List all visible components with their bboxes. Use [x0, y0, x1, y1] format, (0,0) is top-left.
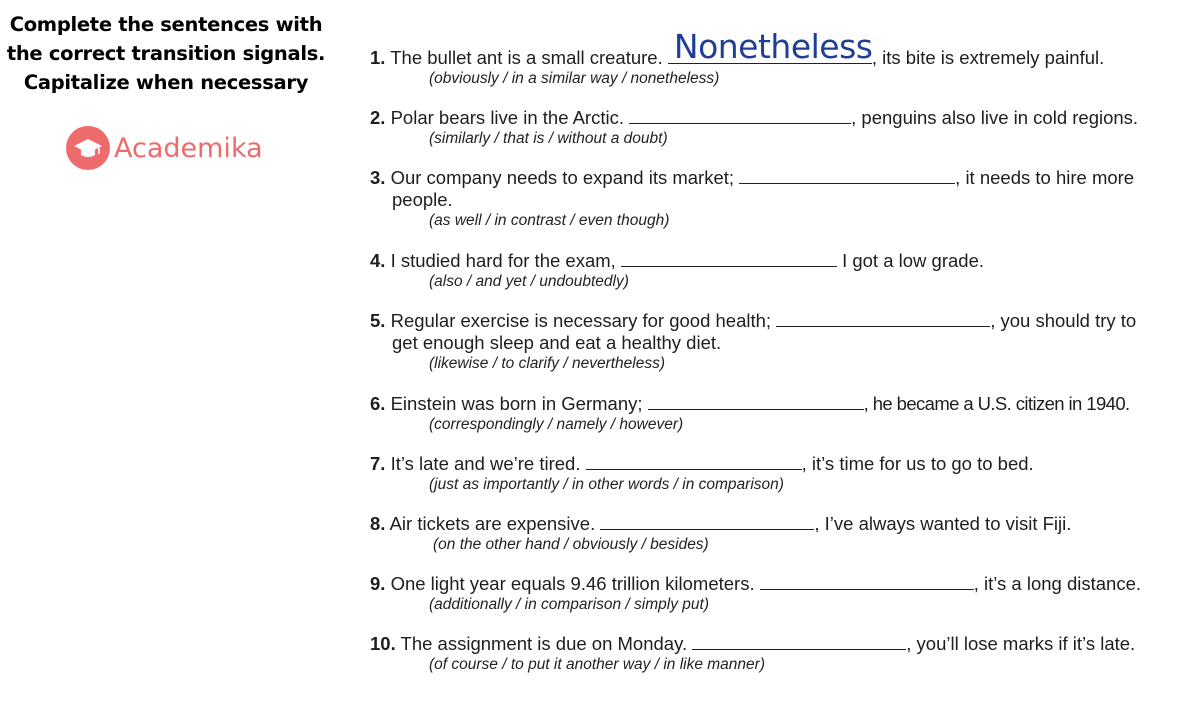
sentence-line — [370, 104, 1190, 129]
sentence-line — [370, 570, 1190, 595]
item-number: 7. — [370, 453, 386, 474]
hint-options: (of course / to put it another way / in like manner) — [429, 656, 765, 673]
sentence-line — [370, 27, 1190, 69]
exercise-item-4 — [370, 247, 1190, 291]
exercise-item-9 — [370, 570, 1190, 614]
answer-blank[interactable] — [692, 630, 906, 650]
hint-options: (just as importantly / in other words / in comparison) — [429, 476, 784, 493]
sentence-after: , you’ll lose marks if it’s late. — [906, 633, 1136, 654]
hint-options: (also / and yet / undoubtedly) — [429, 273, 629, 290]
sentence-before: Our company needs to expand its market; — [390, 167, 735, 188]
exercise-item-1 — [370, 27, 1190, 88]
handwritten-answer: Nonetheless — [673, 27, 873, 66]
item-number: 3. — [370, 167, 386, 188]
item-number: 4. — [370, 250, 386, 271]
sentence-before: Air tickets are expensive. — [389, 513, 596, 534]
answer-blank[interactable] — [586, 450, 802, 470]
answer-blank[interactable] — [648, 390, 864, 410]
item-number: 8. — [370, 513, 386, 534]
sentence-after: , it’s a long distance. — [973, 573, 1142, 594]
exercise-item-5 — [370, 307, 1190, 373]
sentence-before: Einstein was born in Germany; — [390, 393, 643, 414]
sentence-after: , I’ve always wanted to visit Fiji. — [814, 513, 1072, 534]
sentence-after: , it’s time for us to go to bed. — [801, 453, 1034, 474]
sentence-after: I got a low grade. — [836, 250, 984, 271]
item-number: 10. — [370, 633, 396, 654]
item-number: 5. — [370, 310, 386, 331]
instructions-line-2: the correct transition signals. — [6, 42, 326, 65]
hint-options: (likewise / to clarify / nevertheless) — [429, 355, 666, 372]
exercise-item-3 — [370, 164, 1190, 230]
sentence-before: The assignment is due on Monday. — [400, 633, 688, 654]
sentence-before: Polar bears live in the Arctic. — [390, 107, 624, 128]
sentence-before: The bullet ant is a small creature. — [390, 47, 663, 68]
sentence-after: , it needs to hire more — [955, 167, 1135, 188]
hint-options: (on the other hand / obviously / besides) — [433, 536, 709, 553]
sentence-line — [370, 307, 1190, 332]
logo-text: Academika — [114, 132, 263, 164]
sentence-line — [370, 450, 1190, 475]
sentence-after: , its bite is extremely painful. — [871, 47, 1105, 68]
sentence-before: I studied hard for the exam, — [390, 250, 616, 271]
item-number: 1. — [370, 47, 386, 68]
sentence-continuation: get enough sleep and eat a healthy diet. — [392, 332, 722, 353]
hint-options: (similarly / that is / without a doubt) — [429, 130, 668, 147]
item-number: 6. — [370, 393, 386, 414]
answer-blank[interactable] — [629, 104, 851, 124]
answer-blank[interactable] — [621, 247, 837, 267]
answer-blank[interactable] — [668, 27, 873, 66]
answer-blank[interactable] — [739, 164, 955, 184]
exercise-item-10 — [370, 630, 1190, 674]
item-number: 2. — [370, 107, 386, 128]
sentence-before: It’s late and we’re tired. — [390, 453, 581, 474]
sentence-before: One light year equals 9.46 trillion kilometers. — [390, 573, 755, 594]
hint-options: (additionally / in comparison / simply put) — [429, 596, 709, 613]
sentence-line — [370, 247, 1190, 272]
item-number: 9. — [370, 573, 386, 594]
sentence-after: , you should try to — [990, 310, 1137, 331]
instructions-line-3: Capitalize when necessary — [23, 71, 309, 94]
hint-options: (obviously / in a similar way / nonetheless) — [429, 70, 720, 87]
sentence-before: Regular exercise is necessary for good health; — [390, 310, 772, 331]
answer-blank[interactable] — [760, 570, 974, 590]
answer-blank[interactable] — [776, 307, 990, 327]
exercise-item-2 — [370, 104, 1190, 148]
sentence-line — [370, 164, 1190, 189]
hint-options: (correspondingly / namely / however) — [429, 416, 684, 433]
exercise-item-8 — [370, 510, 1190, 554]
exercise-item-6 — [370, 390, 1190, 434]
sentence-continuation: people. — [392, 189, 453, 210]
sentence-line — [370, 510, 1190, 535]
answer-blank[interactable] — [600, 510, 814, 530]
sentence-line — [370, 630, 1190, 655]
sentence-after: , penguins also live in cold regions. — [851, 107, 1139, 128]
exercise-item-7 — [370, 450, 1190, 494]
sentence-line — [370, 390, 1190, 415]
hint-options: (as well / in contrast / even though) — [429, 212, 670, 229]
sentence-after: , he became a U.S. citizen in 1940. — [863, 393, 1130, 414]
instructions-line-1: Complete the sentences with — [9, 13, 323, 36]
